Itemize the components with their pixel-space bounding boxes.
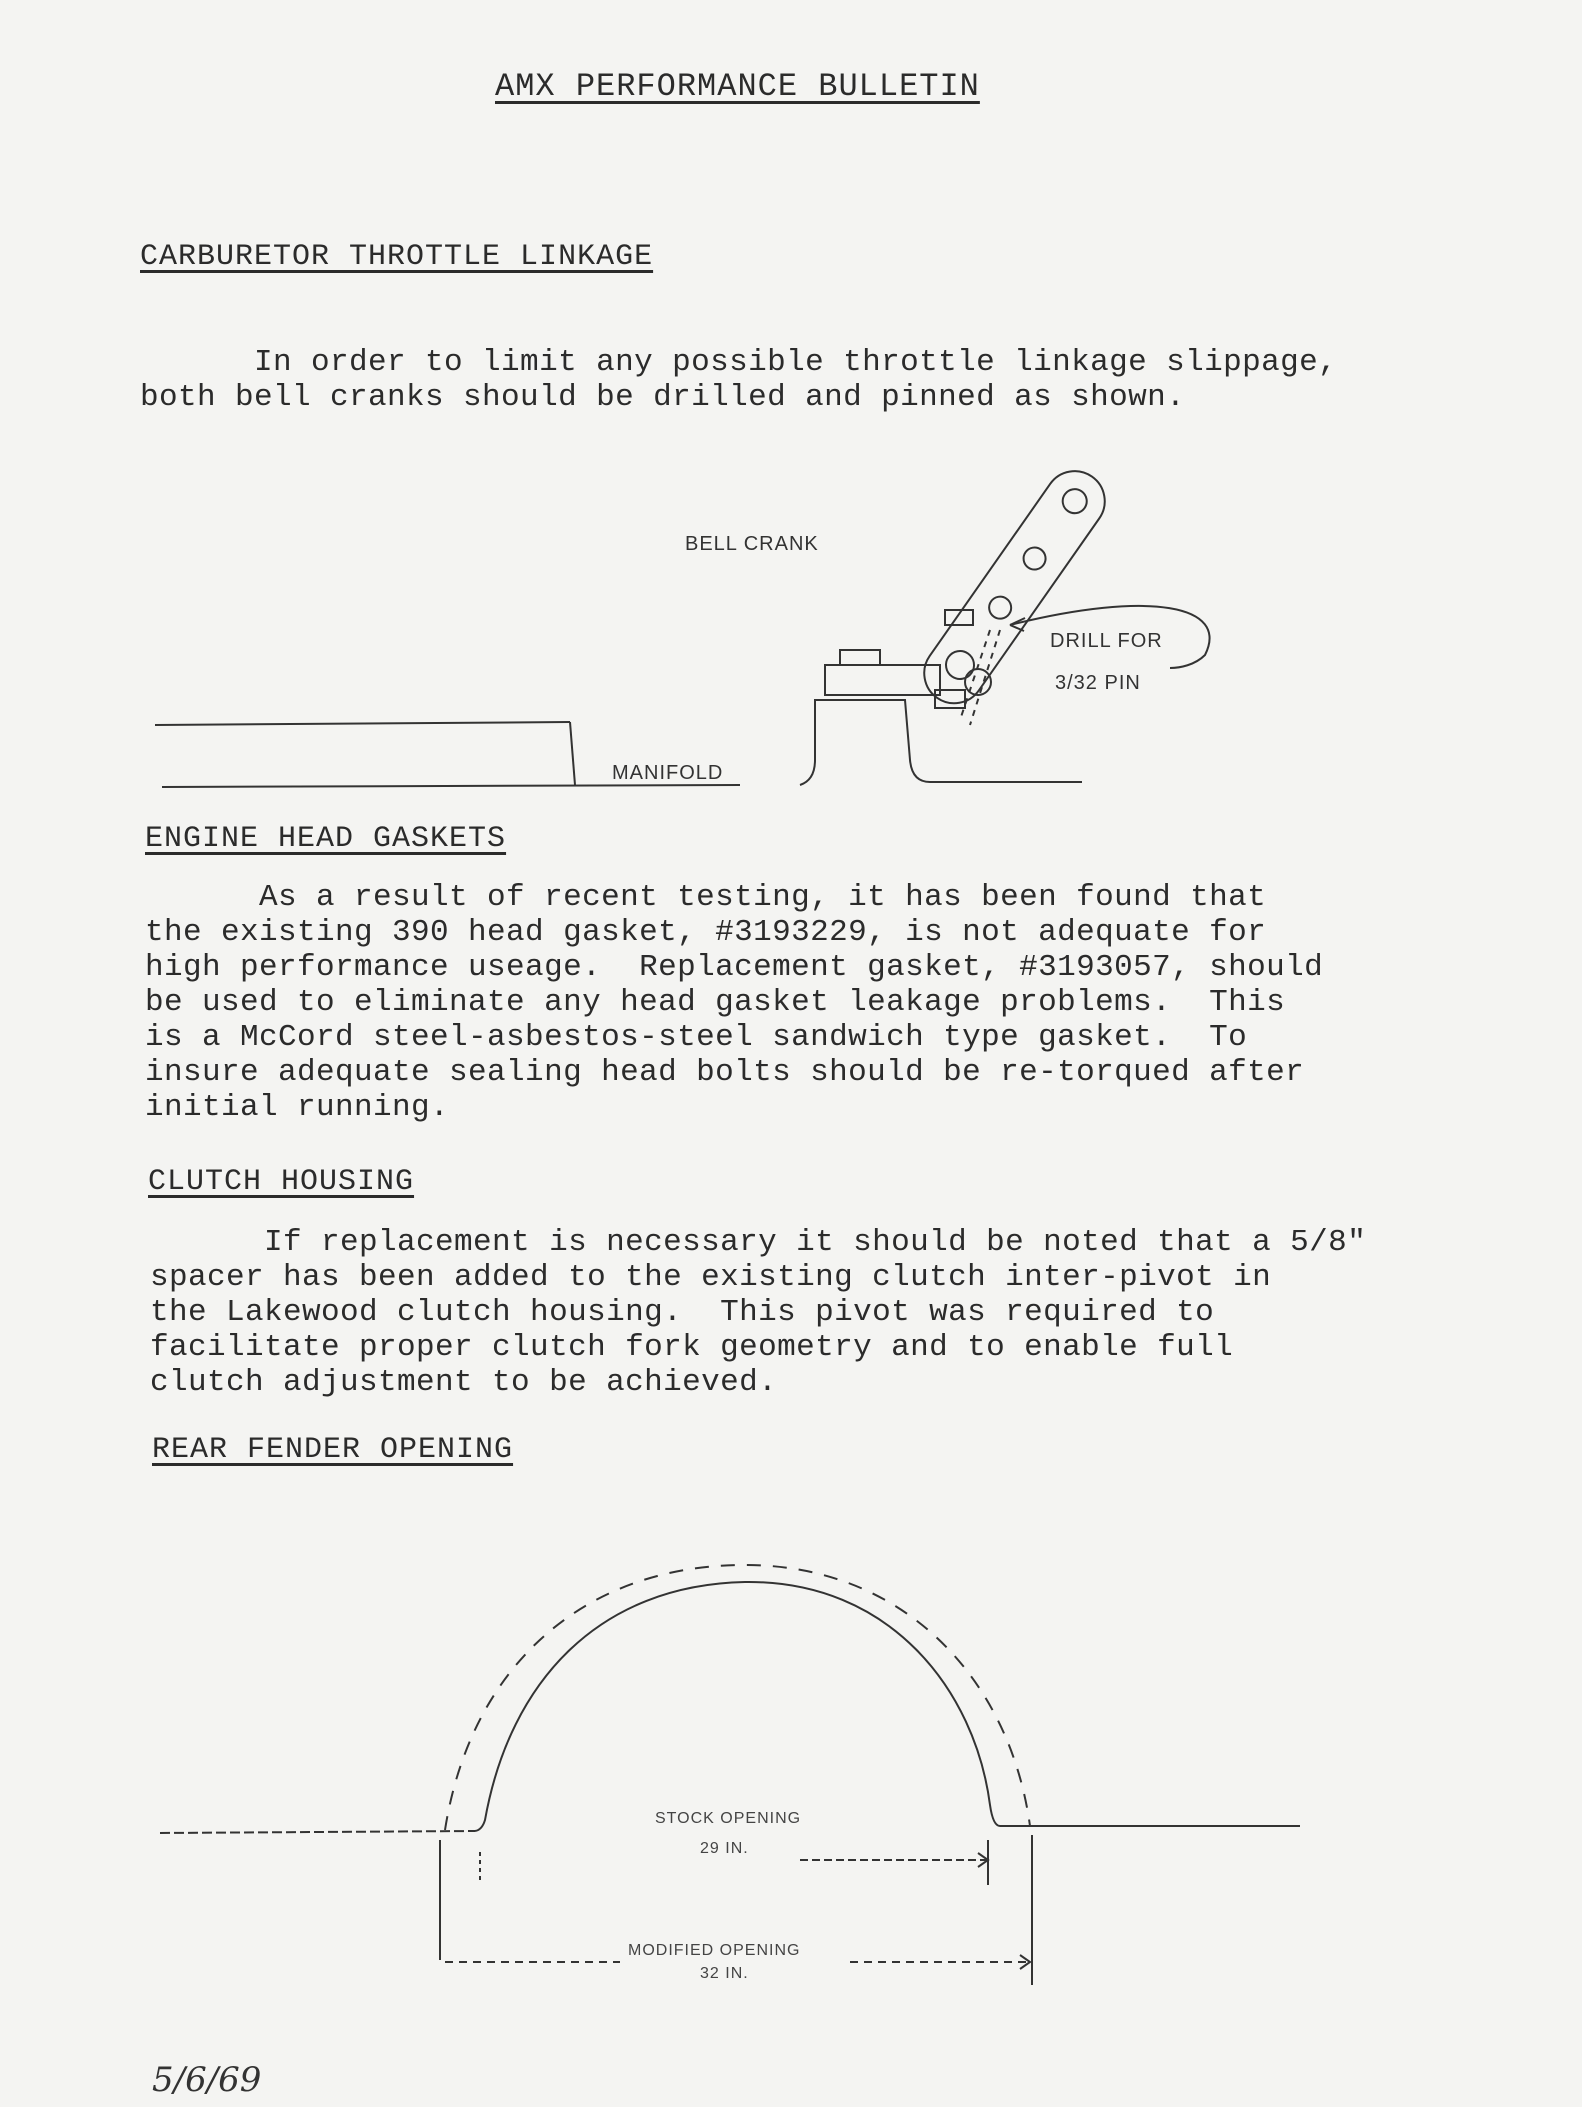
modified-opening-label: MODIFIED OPENING xyxy=(628,1942,801,1959)
bell-crank-label: BELL CRANK xyxy=(685,533,819,555)
heading-rear-fender-opening: REAR FENDER OPENING xyxy=(152,1433,514,1467)
bulletin-title: AMX PERFORMANCE BULLETIN xyxy=(495,68,980,105)
stock-opening-label: STOCK OPENING xyxy=(655,1810,802,1827)
drill-label: DRILL FOR xyxy=(1050,630,1163,652)
modified-opening-value: 32 IN. xyxy=(700,1965,749,1982)
heading-engine-head-gaskets: ENGINE HEAD GASKETS xyxy=(145,822,507,856)
manifold-label: MANIFOLD xyxy=(612,762,724,784)
bulletin-date: 5/6/69 xyxy=(152,2060,262,2100)
heading-clutch-housing: CLUTCH HOUSING xyxy=(148,1165,415,1199)
paragraph-carburetor-linkage: In order to limit any possible throttle linkage slippage, both bell cranks should be drilled and pinned as shown. xyxy=(140,345,1338,415)
pin-size-label: 3/32 PIN xyxy=(1055,672,1141,694)
paragraph-engine-head-gaskets: As a result of recent testing, it has been found that the existing 390 head gasket, #3193229, is not adequate for high performance useage. Replacement gasket, #3193057, should be used to eliminate any head gasket leakage problems. This is a McCord steel-asbestos-steel sandwich type gasket. To insure adequate sealing head bolts should be re-torqued after initial running. xyxy=(145,880,1324,1125)
stock-opening-value: 29 IN. xyxy=(700,1840,749,1857)
paragraph-clutch-housing: If replacement is necessary it should be noted that a 5/8" spacer has been added to the existing clutch inter-pivot in the Lakewood clutch housing. This pivot was required to facilitate proper clutch fork geometry and to enable full clutch adjustment to be achieved. xyxy=(150,1225,1367,1400)
heading-carburetor-linkage: CARBURETOR THROTTLE LINKAGE xyxy=(140,240,654,274)
